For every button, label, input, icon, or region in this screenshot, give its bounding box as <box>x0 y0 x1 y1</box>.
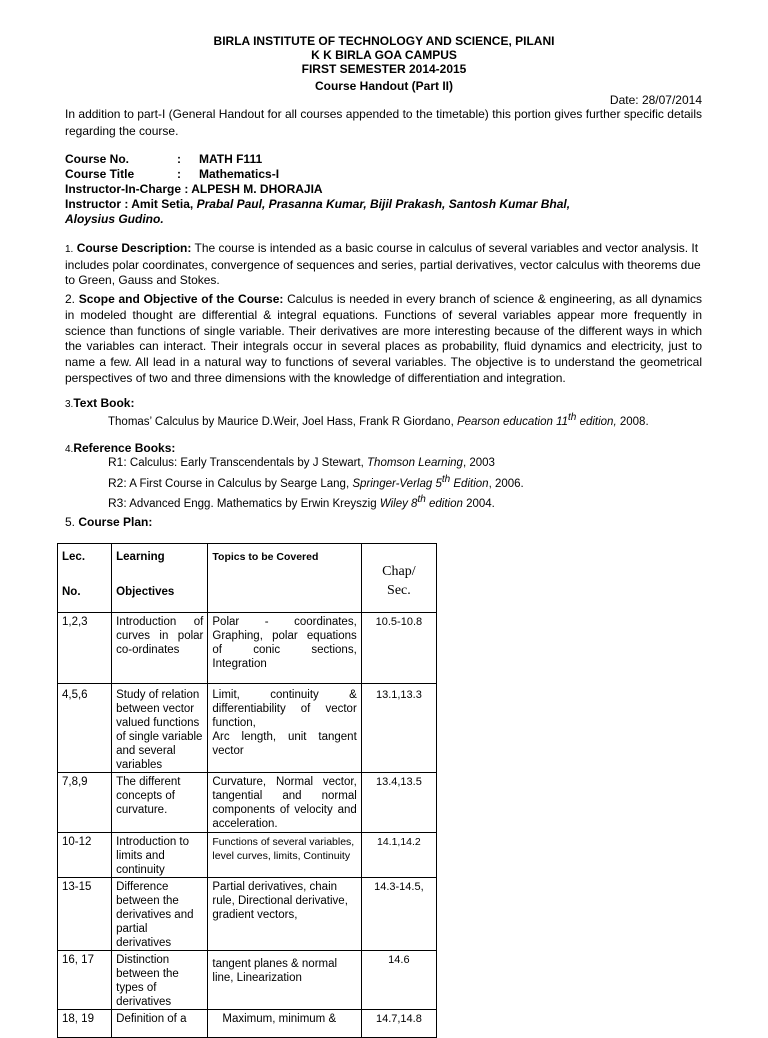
reference-item: R2: A First Course in Calculus by Searge Lang, Springer-Verlag 5th Edition, 2006. <box>108 473 524 490</box>
table-row: 18, 19 Definition of a Maximum, minimum & 14.7,14.8 <box>58 1010 437 1038</box>
description-text: The course is intended as a basic course in calculus of several variables and vector analysis. It includes polar coordinates, convergence of sequences and series, partial derivatives, vector calculus with theorems due to Green, Gauss and Stokes. <box>65 241 701 287</box>
reference-item: R3: Advanced Engg. Mathematics by Erwin Kreyszig Wiley 8th edition 2004. <box>108 493 495 510</box>
textbook-year: 2008. <box>619 415 649 428</box>
table-row: 7,8,9 The different concepts of curvature. Curvature, Normal vector, tangential and normal components of velocity and acceleration. 13.4,13.5 <box>58 773 437 833</box>
semester-title: FIRST SEMESTER 2014-2015 <box>301 62 467 76</box>
table-row: 13-15 Difference between the derivatives and partial derivatives Partial derivatives, chain rule, Directional derivative, gradient vectors, 14.3-14.5, <box>58 878 437 951</box>
scope-text: Calculus is needed in every branch of science & engineering, as all dynamics in modeled thought are differential & integral equations. Functions of several variables appear more frequently in science than functions of single variable. Their derivatives are more interesting because of the different ways in which the variables can interact. Their integrals occur in several places as probability, fluid dynamics and electricity, just to name a few. All lead in a natural way to functions of several variables. The objective is to understand the geometrical perspectives of two and three dimensions with the knowledge of differentiation and integration. <box>65 292 702 385</box>
course-plan-table <box>57 543 437 1038</box>
section-number: 4. <box>65 444 74 455</box>
reference-item: R1: Calculus: Early Transcendentals by J Stewart, Thomson Learning, 2003 <box>108 455 495 469</box>
colon: : <box>177 167 181 181</box>
course-title: Mathematics-I <box>199 167 280 181</box>
plan-heading <box>65 515 152 529</box>
textbook-sup: th <box>568 412 577 423</box>
course-no: MATH F111 <box>199 152 263 166</box>
textbook-publisher: Pearson education 11 <box>456 415 569 428</box>
scope-objective <box>65 292 702 387</box>
course-description <box>65 241 702 289</box>
table-header-row <box>58 544 437 613</box>
instructor-rest: Prabal Paul, Prasanna Kumar, Bijil Prakash, Santosh Kumar Bhal, <box>196 197 571 211</box>
section-number: 2. <box>65 292 76 306</box>
ic-label: Instructor-In-Charge : <box>65 182 189 196</box>
ic-name: ALPESH M. DHORAJIA <box>191 182 323 196</box>
handout-date: Date: 28/07/2014 <box>609 93 702 107</box>
textbook-edition: edition, <box>579 415 617 428</box>
section-number: 5. <box>65 515 76 529</box>
table-row: 1,2,3 Introduction of curves in polar co-ordinates Polar - coordinates, Graphing, polar equations of conic sections, Integration 10.5-10.8 <box>58 613 437 684</box>
header-topics: Topics to be Covered <box>208 544 361 613</box>
instructor-first: Amit Setia, <box>131 197 194 211</box>
section-number: 3. <box>65 399 74 410</box>
colon: : <box>177 152 181 166</box>
course-no-label: Course No. <box>65 152 130 166</box>
institute-title: BIRLA INSTITUTE OF TECHNOLOGY AND SCIENCE, PILANI <box>213 34 555 48</box>
section-title: Reference Books: <box>73 441 176 455</box>
section-title: Course Description: <box>76 241 192 255</box>
textbook-text: Thomas’ Calculus by Maurice D.Weir, Joel Hass, Frank R Giordano, <box>108 415 454 428</box>
intro-paragraph: In addition to part-I (General Handout for all courses appended to the timetable) this portion gives further specific details regarding the course. <box>65 107 702 138</box>
section-title: Scope and Objective of the Course: <box>78 292 284 306</box>
table-row: 10-12 Introduction to limits and continuity Functions of several variables, level curves, limits, Continuity 14.1,14.2 <box>58 833 437 878</box>
course-title-label: Course Title <box>65 167 135 181</box>
section-number: 1. <box>65 244 74 255</box>
table-row: 16, 17 Distinction between the types of derivatives tangent planes & normal line, Linearization 14.6 <box>58 951 437 1010</box>
course-info <box>65 152 570 227</box>
header-lec: Lec. No. <box>58 544 112 613</box>
instructor-last: Aloysius Gudino. <box>65 212 164 226</box>
header-objectives: Learning Objectives <box>112 544 208 613</box>
references-heading <box>65 441 175 455</box>
campus-title: K K BIRLA GOA CAMPUS <box>311 48 457 62</box>
section-title: Text Book: <box>73 396 135 410</box>
handout-title: Course Handout (Part II) <box>314 79 453 93</box>
instructor-label: Instructor : <box>65 197 129 211</box>
header-chap-sec: Chap/ Sec. <box>361 544 436 613</box>
textbook-heading <box>65 396 134 410</box>
textbook-entry <box>108 412 649 428</box>
table-row: 4,5,6 Study of relation between vector valued functions of single variable and several variables Limit, continuity & differentiability of vector function, Arc length, unit tangent vector 13.1,13.3 <box>58 684 437 773</box>
reference-list <box>108 455 524 512</box>
section-title: Course Plan: <box>78 515 153 529</box>
